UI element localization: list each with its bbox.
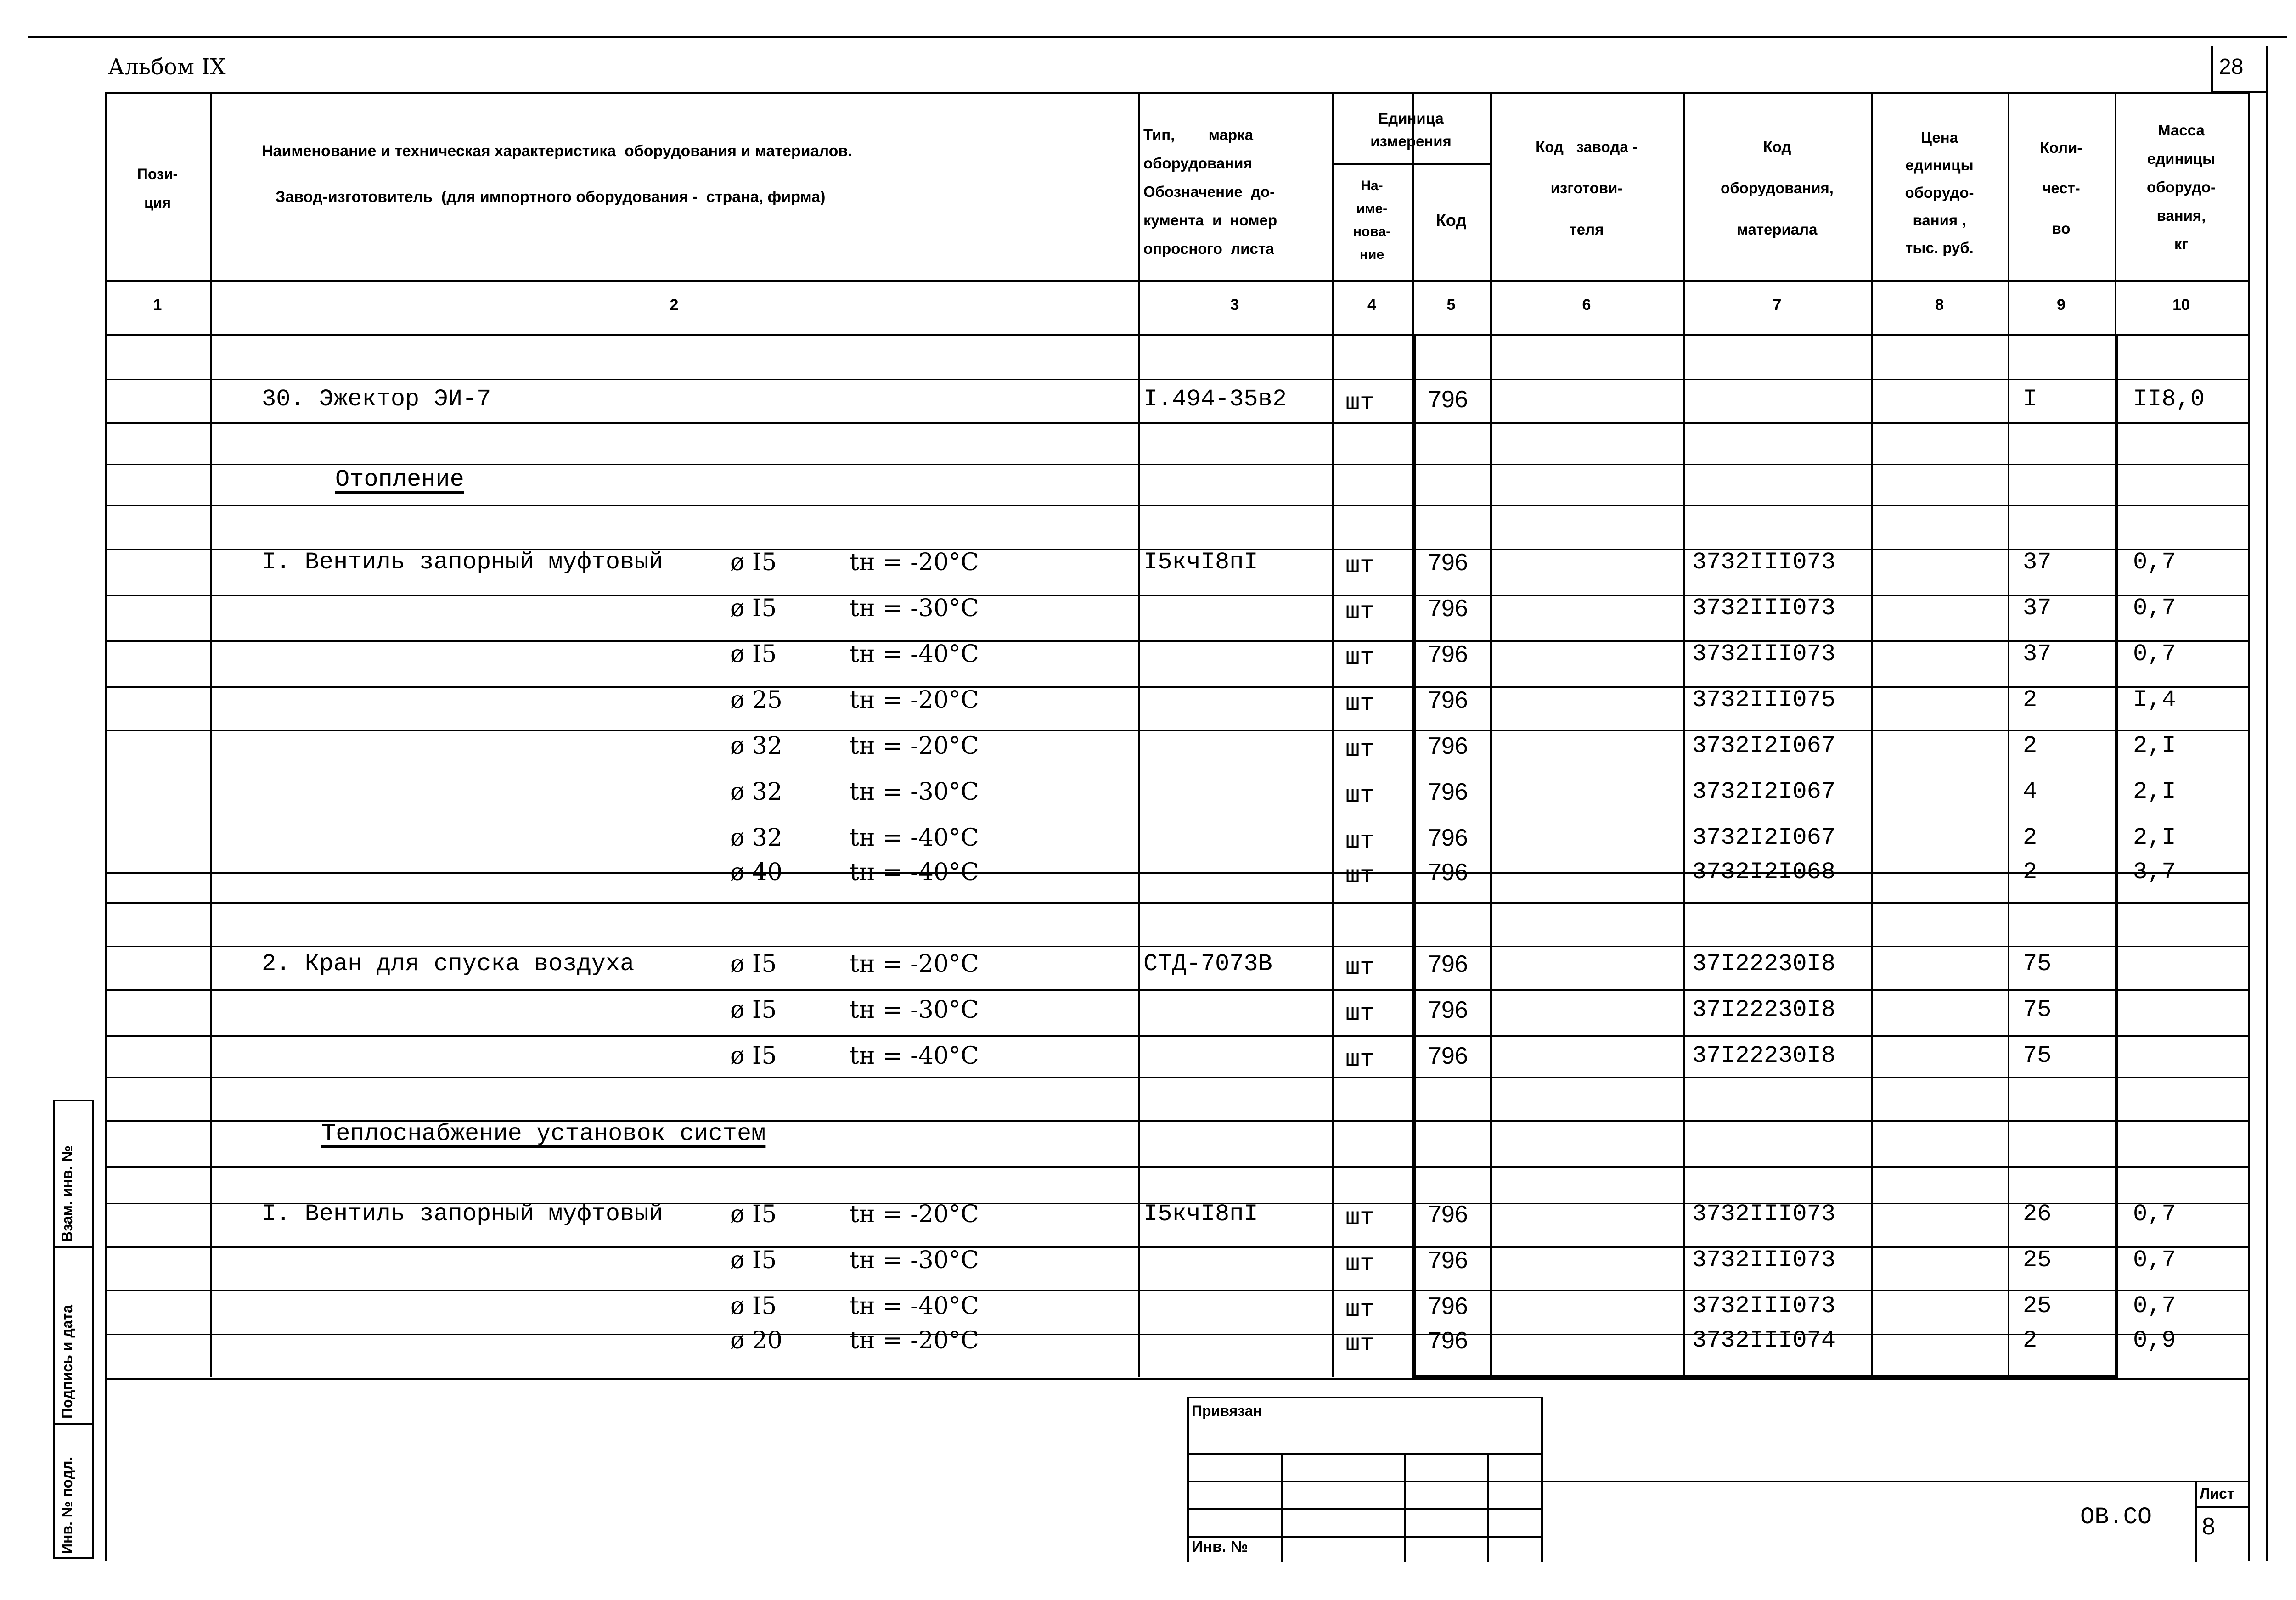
item-diameter: ø I5 <box>730 595 777 622</box>
item-unit-code: 796 <box>1428 1247 1468 1274</box>
header-line: нова- <box>1353 224 1391 239</box>
column-divider <box>1490 92 1492 1377</box>
item-diameter: ø I5 <box>730 996 777 1024</box>
item-diameter: ø 32 <box>730 778 783 806</box>
item-unit-code: 796 <box>1428 1327 1468 1354</box>
item-unit-name: шт <box>1345 1250 1374 1277</box>
page-box-left <box>2211 46 2213 92</box>
item-mass: 2,I <box>2133 732 2176 759</box>
row-divider <box>210 379 1138 380</box>
item-quantity: 25 <box>2023 1292 2052 1319</box>
header-line: Код <box>1435 211 1467 230</box>
row-divider <box>210 1077 1138 1078</box>
row-divider <box>210 505 1138 506</box>
row-divider <box>1138 1077 2248 1078</box>
item-temperature: tн = -20°C <box>850 1201 979 1228</box>
top-rule <box>28 36 2287 38</box>
row-divider <box>210 595 1138 596</box>
header-c4 <box>1332 165 1412 275</box>
colnum-bottom-border <box>105 334 2248 336</box>
row-divider <box>105 595 210 596</box>
row-divider <box>1138 730 2248 731</box>
header-c9 <box>2008 119 2115 257</box>
section-heading: Теплоснабжение установок систем <box>321 1120 766 1147</box>
item-equipment-code: 3732III073 <box>1692 595 1836 622</box>
header-line: Обозначение до- <box>1143 183 1275 200</box>
row-divider <box>105 686 210 688</box>
item-temperature: tн = -20°C <box>850 686 979 714</box>
header-line: изготови- <box>1550 180 1623 196</box>
item-temperature: tн = -20°C <box>850 549 979 576</box>
header-line: име- <box>1356 201 1388 216</box>
header-line: Код завода - <box>1536 138 1638 155</box>
item-quantity: 37 <box>2023 595 2052 622</box>
item-mass: 0,7 <box>2133 1292 2176 1319</box>
column-number: 10 <box>2172 296 2190 314</box>
item-name: I. Вентиль запорный муфтовый <box>262 1201 663 1228</box>
header-line: Тип, марка <box>1143 126 1253 143</box>
item-unit-code: 796 <box>1428 859 1468 886</box>
item-quantity: I <box>2023 386 2037 413</box>
item-diameter: ø I5 <box>730 549 777 576</box>
stamp-sheet-label: Лист <box>2200 1485 2234 1502</box>
row-divider <box>210 872 1138 874</box>
heavy-divider <box>2115 334 2118 1377</box>
row-divider <box>210 1166 1138 1168</box>
row-divider <box>210 1246 1138 1248</box>
item-equipment-code: 3732I2I067 <box>1692 732 1836 759</box>
header-bottom-border <box>105 280 2248 282</box>
item-mass: 2,I <box>2133 824 2176 851</box>
row-divider <box>105 464 210 465</box>
column-number: 1 <box>153 296 162 314</box>
item-mass: II8,0 <box>2133 386 2205 413</box>
header-line: Код <box>1763 138 1791 155</box>
item-temperature: tн = -40°C <box>850 1042 979 1070</box>
header-line: материала <box>1737 221 1818 238</box>
header-c7 <box>1683 119 1871 257</box>
header-line: тыс. руб. <box>1905 239 1974 256</box>
column-divider <box>1871 92 1873 1377</box>
header-c10 <box>2115 103 2248 271</box>
row-divider <box>105 1166 210 1168</box>
column-divider <box>2008 92 2009 1377</box>
item-quantity: 75 <box>2023 996 2052 1023</box>
item-quantity: 37 <box>2023 549 2052 576</box>
page-number: 28 <box>2219 55 2244 79</box>
heavy-divider <box>1412 334 1416 1377</box>
item-unit-name: шт <box>1345 644 1374 671</box>
column-divider <box>1683 92 1685 1377</box>
row-divider <box>1138 946 2248 947</box>
row-divider <box>105 730 210 731</box>
item-diameter: ø I5 <box>730 1246 777 1274</box>
row-divider <box>105 505 210 506</box>
item-unit-name: шт <box>1345 828 1374 855</box>
item-unit-code: 796 <box>1428 779 1468 805</box>
row-divider <box>105 1203 210 1204</box>
column-number: 2 <box>670 296 679 314</box>
row-divider <box>105 1077 210 1078</box>
item-quantity: 2 <box>2023 859 2037 886</box>
item-equipment-code: 37I22230I8 <box>1692 950 1836 977</box>
row-divider <box>105 902 210 904</box>
item-unit-code: 796 <box>1428 1043 1468 1069</box>
item-unit-name: шт <box>1345 782 1374 809</box>
item-doc-designation: I5кчI8пI <box>1143 1201 1258 1228</box>
item-temperature: tн = -40°C <box>850 1292 979 1320</box>
item-mass: 0,7 <box>2133 1201 2176 1228</box>
item-diameter: ø 20 <box>730 1327 783 1354</box>
unit-group-divider <box>1332 163 1490 165</box>
row-divider <box>1138 379 2248 380</box>
item-temperature: tн = -20°C <box>850 732 979 760</box>
sidebar-signature-date: Подпись и дата <box>59 1305 75 1419</box>
item-mass: 2,I <box>2133 778 2176 805</box>
header-line: ние <box>1359 247 1384 262</box>
item-temperature: tн = -30°C <box>850 778 979 806</box>
item-equipment-code: 3732I2I067 <box>1692 778 1836 805</box>
item-equipment-code: 3732III074 <box>1692 1327 1836 1354</box>
item-unit-code: 796 <box>1428 1293 1468 1319</box>
row-divider <box>105 1290 210 1291</box>
item-unit-name: шт <box>1345 954 1374 981</box>
header-line: оборудо- <box>1905 184 1974 201</box>
item-equipment-code: 3732III073 <box>1692 1246 1836 1274</box>
row-divider <box>1138 1035 2248 1037</box>
row-divider <box>1138 1290 2248 1291</box>
item-diameter: ø 32 <box>730 732 783 760</box>
row-divider <box>105 872 210 874</box>
item-unit-code: 796 <box>1428 1201 1468 1228</box>
header-c2-line: Завод-изготовитель (для импортного оборудования - страна, фирма) <box>276 188 826 206</box>
row-divider <box>1138 505 2248 506</box>
header-line: ция <box>144 194 171 211</box>
row-divider <box>210 946 1138 947</box>
header-line: кг <box>2174 235 2189 253</box>
item-temperature: tн = -30°C <box>850 1246 979 1274</box>
row-divider <box>210 730 1138 731</box>
header-line: Коли- <box>2040 139 2082 156</box>
header-c8 <box>1871 115 2008 271</box>
header-line: оборудо- <box>2146 178 2216 196</box>
stamp-doc-code: ОВ.СО <box>2080 1504 2152 1531</box>
item-unit-code: 796 <box>1428 549 1468 576</box>
item-mass: 0,7 <box>2133 1246 2176 1274</box>
item-diameter: ø 32 <box>730 824 783 852</box>
row-divider <box>105 640 210 642</box>
column-number: 4 <box>1367 296 1376 314</box>
row-divider <box>105 1246 210 1248</box>
item-unit-name: шт <box>1345 1204 1374 1231</box>
sidebar-inv-podl: Инв. № подл. <box>59 1456 75 1554</box>
item-quantity: 25 <box>2023 1246 2052 1274</box>
item-mass: 0,7 <box>2133 549 2176 576</box>
item-unit-code: 796 <box>1428 641 1468 668</box>
item-temperature: tн = -40°C <box>850 824 979 852</box>
item-diameter: ø I5 <box>730 1042 777 1070</box>
row-divider <box>1138 1120 2248 1122</box>
header-line: Цена <box>1920 129 1958 146</box>
item-diameter: ø 40 <box>730 859 783 886</box>
header-line: кумента и номер <box>1143 211 1277 229</box>
item-unit-code: 796 <box>1428 997 1468 1023</box>
item-mass: 0,7 <box>2133 640 2176 668</box>
item-diameter: ø I5 <box>730 1201 777 1228</box>
item-mass: I,4 <box>2133 686 2176 713</box>
row-divider <box>105 549 210 550</box>
item-quantity: 37 <box>2023 640 2052 668</box>
item-quantity: 2 <box>2023 686 2037 713</box>
item-unit-name: шт <box>1345 552 1374 579</box>
item-name: I. Вентиль запорный муфтовый <box>262 549 663 576</box>
item-quantity: 4 <box>2023 778 2037 805</box>
item-unit-name: шт <box>1345 736 1374 763</box>
section-heading: Отопление <box>335 466 464 493</box>
item-temperature: tн = -40°C <box>850 640 979 668</box>
item-doc-designation: СТД-7073В <box>1143 950 1272 977</box>
item-quantity: 2 <box>2023 824 2037 851</box>
stamp-bound-label: Привязан <box>1192 1403 1262 1419</box>
item-temperature: tн = -40°C <box>850 859 979 886</box>
item-unit-name: шт <box>1345 598 1374 625</box>
header-line: оборудования, <box>1721 180 1834 196</box>
item-diameter: ø 25 <box>730 686 783 714</box>
item-unit-name: шт <box>1345 1046 1374 1073</box>
item-quantity: 2 <box>2023 1327 2037 1354</box>
album-label: Альбом IX <box>108 54 226 80</box>
row-divider <box>105 422 210 424</box>
row-divider <box>105 1120 210 1122</box>
item-doc-designation: I.494-35в2 <box>1143 386 1287 413</box>
item-equipment-code: 3732III073 <box>1692 549 1836 576</box>
item-doc-designation: I5кчI8пI <box>1143 549 1258 576</box>
header-line: во <box>2052 220 2071 237</box>
item-equipment-code: 3732III073 <box>1692 1201 1836 1228</box>
item-quantity: 75 <box>2023 950 2052 977</box>
header-line: вания, <box>2156 207 2206 224</box>
item-equipment-code: 3732III073 <box>1692 1292 1836 1319</box>
row-divider <box>105 1334 210 1335</box>
item-equipment-code: 37I22230I8 <box>1692 1042 1836 1069</box>
item-temperature: tн = -20°C <box>850 1327 979 1354</box>
row-divider <box>1138 422 2248 424</box>
item-equipment-code: 3732I2I068 <box>1692 859 1836 886</box>
item-diameter: ø I5 <box>730 1292 777 1320</box>
table-top-border <box>105 92 2248 94</box>
row-divider <box>210 422 1138 424</box>
item-unit-name: шт <box>1345 690 1374 717</box>
item-equipment-code: 3732III075 <box>1692 686 1836 713</box>
stamp-inv-label: Инв. № <box>1192 1538 1248 1555</box>
header-line: опросного листа <box>1143 240 1274 257</box>
stamp-sheet-number: 8 <box>2202 1513 2215 1540</box>
item-quantity: 26 <box>2023 1201 2052 1228</box>
item-quantity: 2 <box>2023 732 2037 759</box>
item-name: 30. Эжектор ЭИ-7 <box>262 386 491 413</box>
header-line: Масса <box>2158 121 2205 139</box>
row-divider <box>210 1290 1138 1291</box>
item-quantity: 75 <box>2023 1042 2052 1069</box>
row-divider <box>210 686 1138 688</box>
item-diameter: ø I5 <box>730 950 777 978</box>
item-unit-name: шт <box>1345 1296 1374 1323</box>
item-mass: 0,7 <box>2133 595 2176 622</box>
header-line: вания , <box>1913 212 1966 229</box>
row-divider <box>1138 464 2248 465</box>
column-divider <box>1138 92 1140 1377</box>
table-right-border <box>2248 92 2250 1561</box>
column-divider <box>210 92 212 1377</box>
header-line: чест- <box>2042 180 2080 196</box>
header-line: единицы <box>1905 157 1974 174</box>
item-temperature: tн = -30°C <box>850 595 979 622</box>
column-number: 8 <box>1935 296 1944 314</box>
item-equipment-code: 3732I2I067 <box>1692 824 1836 851</box>
item-unit-name: шт <box>1345 862 1374 889</box>
row-divider <box>210 902 1138 904</box>
row-divider <box>105 1035 210 1037</box>
column-number: 3 <box>1230 296 1239 314</box>
row-divider <box>210 1035 1138 1037</box>
item-name: 2. Кран для спуска воздуха <box>262 950 635 977</box>
row-divider <box>210 464 1138 465</box>
row-divider <box>105 946 210 947</box>
sidebar-vzam-inv: Взам. инв. № <box>59 1145 75 1242</box>
row-divider <box>210 989 1138 991</box>
column-number: 6 <box>1582 296 1591 314</box>
header-line: На- <box>1361 178 1383 193</box>
heavy-bottom <box>1412 1375 2118 1379</box>
header-line: Единица <box>1378 109 1444 127</box>
row-divider <box>210 640 1138 642</box>
header-line: единицы <box>2147 150 2216 167</box>
item-temperature: tн = -30°C <box>850 996 979 1024</box>
item-unit-name: шт <box>1345 1000 1374 1027</box>
header-c1 <box>105 119 210 257</box>
row-divider <box>1138 989 2248 991</box>
row-divider <box>1138 902 2248 904</box>
row-divider <box>210 1334 1138 1335</box>
item-unit-code: 796 <box>1428 595 1468 622</box>
header-c5 <box>1412 165 1490 275</box>
item-mass: 0,9 <box>2133 1327 2176 1354</box>
header-line: теля <box>1569 221 1604 238</box>
header-c2-line: Наименование и техническая характеристика оборудования и материалов. <box>262 142 852 160</box>
item-unit-name: шт <box>1345 389 1374 416</box>
header-c3 <box>1143 108 1329 275</box>
item-unit-code: 796 <box>1428 951 1468 977</box>
row-divider <box>105 989 210 991</box>
row-divider <box>105 379 210 380</box>
item-unit-code: 796 <box>1428 386 1468 413</box>
item-unit-name: шт <box>1345 1331 1374 1358</box>
header-c6 <box>1490 119 1683 257</box>
item-unit-code: 796 <box>1428 687 1468 713</box>
item-diameter: ø I5 <box>730 640 777 668</box>
column-number: 5 <box>1446 296 1456 314</box>
header-unit_group <box>1332 99 1490 161</box>
column-number: 7 <box>1773 296 1782 314</box>
item-equipment-code: 3732III073 <box>1692 640 1836 668</box>
column-divider <box>1332 92 1334 1377</box>
item-temperature: tн = -20°C <box>850 950 979 978</box>
column-number: 9 <box>2057 296 2065 314</box>
item-equipment-code: 37I22230I8 <box>1692 996 1836 1023</box>
item-unit-code: 796 <box>1428 733 1468 759</box>
header-line: измерения <box>1370 132 1452 150</box>
page-box-right <box>2266 46 2268 1561</box>
header-line: Пози- <box>137 166 178 182</box>
row-divider <box>1138 1166 2248 1168</box>
header-line: оборудования <box>1143 154 1252 172</box>
item-unit-code: 796 <box>1428 825 1468 851</box>
item-mass: 3,7 <box>2133 859 2176 886</box>
